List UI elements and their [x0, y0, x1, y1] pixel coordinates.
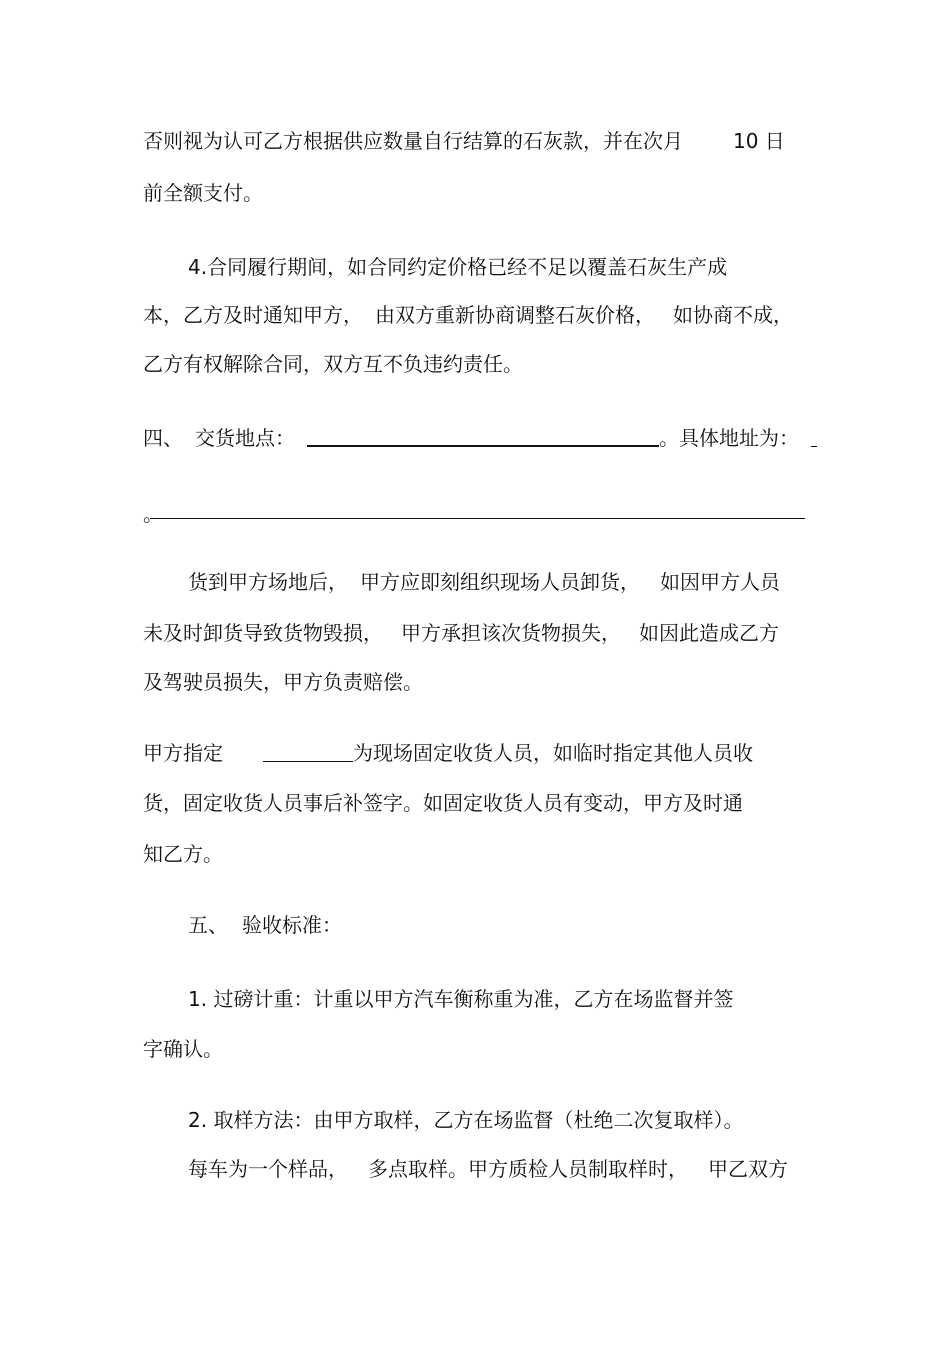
text: 如因甲方人员: [660, 570, 780, 594]
text: 如协商不成，: [673, 303, 793, 327]
section-heading: [143, 425, 817, 450]
paragraph-line: [188, 1108, 743, 1132]
text: 为现场固定收货人员，如临时指定其他人员收: [353, 741, 753, 765]
text: 甲乙双方: [708, 1157, 788, 1181]
text: 由双方重新协商调整石灰价格，: [375, 303, 655, 327]
text: 2. 取样方法：由甲方取样，乙方在场监督（杜绝二次复取样）。: [188, 1108, 744, 1132]
paragraph-line: [143, 741, 753, 765]
paragraph-line: [143, 791, 743, 815]
text: 甲方指定: [143, 741, 223, 765]
blank-field: [811, 426, 817, 447]
paragraph-line: [188, 255, 727, 279]
paragraph-line: [188, 987, 733, 1011]
field-label: 交货地点：: [195, 426, 295, 450]
text: 如因此造成乙方: [639, 621, 779, 645]
blank-field: [263, 741, 353, 762]
text: 货到甲方场地后，: [188, 570, 348, 594]
text: 甲方应即刻组织现场人员卸货，: [360, 570, 640, 594]
text: 否则视为认可乙方根据供应数量自行结算的石灰款，并在次月: [143, 129, 683, 153]
paragraph-line: [143, 129, 785, 153]
section-number: 五、: [188, 913, 228, 937]
text: 4.合同履行期间，如合同约定价格已经不足以覆盖石灰生产成: [188, 255, 728, 279]
section-number: 四、: [143, 426, 183, 450]
paragraph-line: [188, 570, 780, 594]
text: 本，乙方及时通知甲方，: [143, 303, 363, 327]
text: 多点取样。甲方质检人员制取样时，: [368, 1157, 688, 1181]
text: 1. 过磅计重：计重以甲方汽车衡称重为准，乙方在场监督并签: [188, 987, 734, 1011]
paragraph-line: [143, 181, 263, 205]
text: 字确认。: [143, 1037, 223, 1061]
text: 每车为一个样品，: [188, 1157, 348, 1181]
paragraph-line: [143, 303, 793, 327]
paragraph-line: [188, 1157, 788, 1181]
blank-field: [307, 425, 659, 447]
section-heading: [188, 913, 342, 937]
text: 甲方承担该次货物损失，: [401, 621, 621, 645]
section-title: 验收标准：: [242, 913, 342, 937]
text: 知乙方。: [143, 842, 223, 866]
paragraph-line: [143, 502, 163, 526]
text: 前全额支付。: [143, 181, 263, 205]
field-label: 。具体地址为：: [659, 426, 799, 450]
text: 及驾驶员损失，甲方负责赔偿。: [143, 670, 423, 694]
text: 。: [143, 502, 163, 526]
text: 10 日: [733, 129, 785, 153]
paragraph-line: [143, 842, 223, 866]
paragraph-line: [143, 1037, 223, 1061]
paragraph-line: [143, 670, 423, 694]
paragraph-line: [143, 621, 779, 645]
paragraph-line: [143, 352, 523, 376]
text: 乙方有权解除合同，双方互不负违约责任。: [143, 352, 523, 376]
text: 未及时卸货导致货物毁损，: [143, 621, 383, 645]
address-blank-line: [150, 518, 805, 519]
text: 货，固定收货人员事后补签字。如固定收货人员有变动，甲方及时通: [143, 791, 743, 815]
